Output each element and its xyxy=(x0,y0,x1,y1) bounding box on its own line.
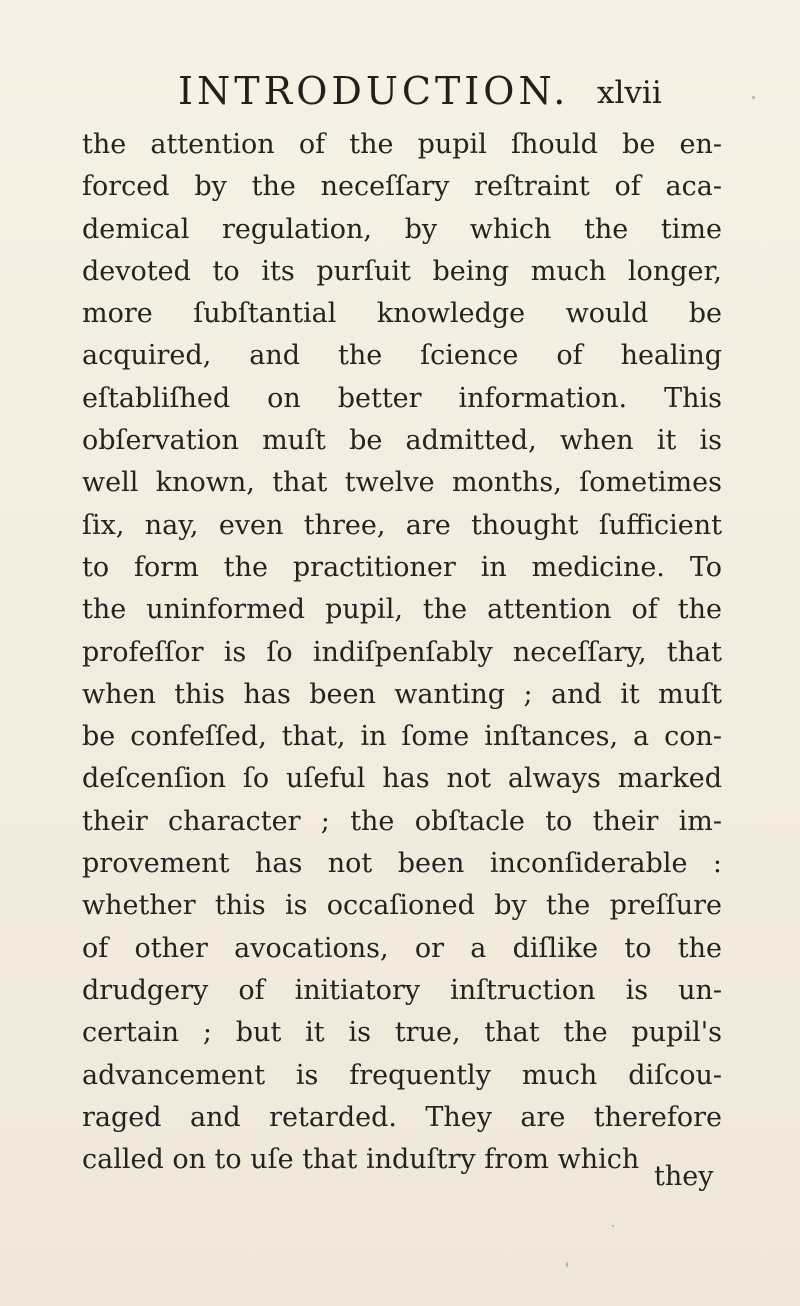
text-line: the attention of the pupil ſhould be en- xyxy=(82,129,722,160)
body-text xyxy=(82,124,722,1181)
paper-speck xyxy=(612,1225,614,1227)
text-line: eſtabliſhed on better information. This xyxy=(82,382,722,414)
text-line: called on to uſe that induſtry from which xyxy=(82,1144,640,1176)
text-line: acquired, and the ſcience of healing xyxy=(82,340,722,372)
text-line: drudgery of initiatory inſtruction is un- xyxy=(82,974,722,1006)
page-number: xlvii xyxy=(597,75,662,111)
paper-speck xyxy=(752,96,755,99)
text-line: obſervation muſt be admitted, when it is xyxy=(82,425,722,457)
text-line: the uninformed pupil, the attention of the xyxy=(82,594,722,626)
text-line: their character ; the obſtacle to their im- xyxy=(82,805,722,837)
text-line: whether this is occaſioned by the preſſure xyxy=(82,890,722,922)
text-line: more ſubſtantial knowledge would be xyxy=(82,298,722,330)
text-line: certain ; but it is true, that the pupil's xyxy=(82,1017,722,1049)
paper-speck xyxy=(566,1262,568,1267)
text-line: to form the practitioner in medicine. To xyxy=(82,551,722,583)
text-line: ſix, nay, even three, are thought ſufficient xyxy=(82,509,722,541)
text-line: profeſſor is ſo indiſpenſably neceſſary, that xyxy=(82,636,722,668)
catchword: they xyxy=(654,1161,714,1192)
running-title: INTRODUCTION. xyxy=(178,69,570,113)
text-line: deſcenſion ſo uſeful has not always marked xyxy=(82,763,722,795)
text-line: devoted to its purſuit being much longer, xyxy=(82,255,722,287)
text-line: advancement is frequently much diſcou- xyxy=(82,1059,722,1091)
text-line: be confeſſed, that, in ſome inſtances, a con- xyxy=(82,721,722,753)
text-line: when this has been wanting ; and it muſt xyxy=(82,678,722,710)
text-line: provement has not been inconſiderable : xyxy=(82,848,722,880)
text-line: forced by the neceſſary reſtraint of aca- xyxy=(82,171,722,203)
page-header xyxy=(0,66,800,116)
text-line: well known, that twelve months, ſometimes xyxy=(82,467,722,499)
text-line: of other avocations, or a diſlike to the xyxy=(82,932,722,964)
text-line: demical regulation, by which the time xyxy=(82,213,722,245)
text-line: raged and retarded. They are therefore xyxy=(82,1101,722,1133)
